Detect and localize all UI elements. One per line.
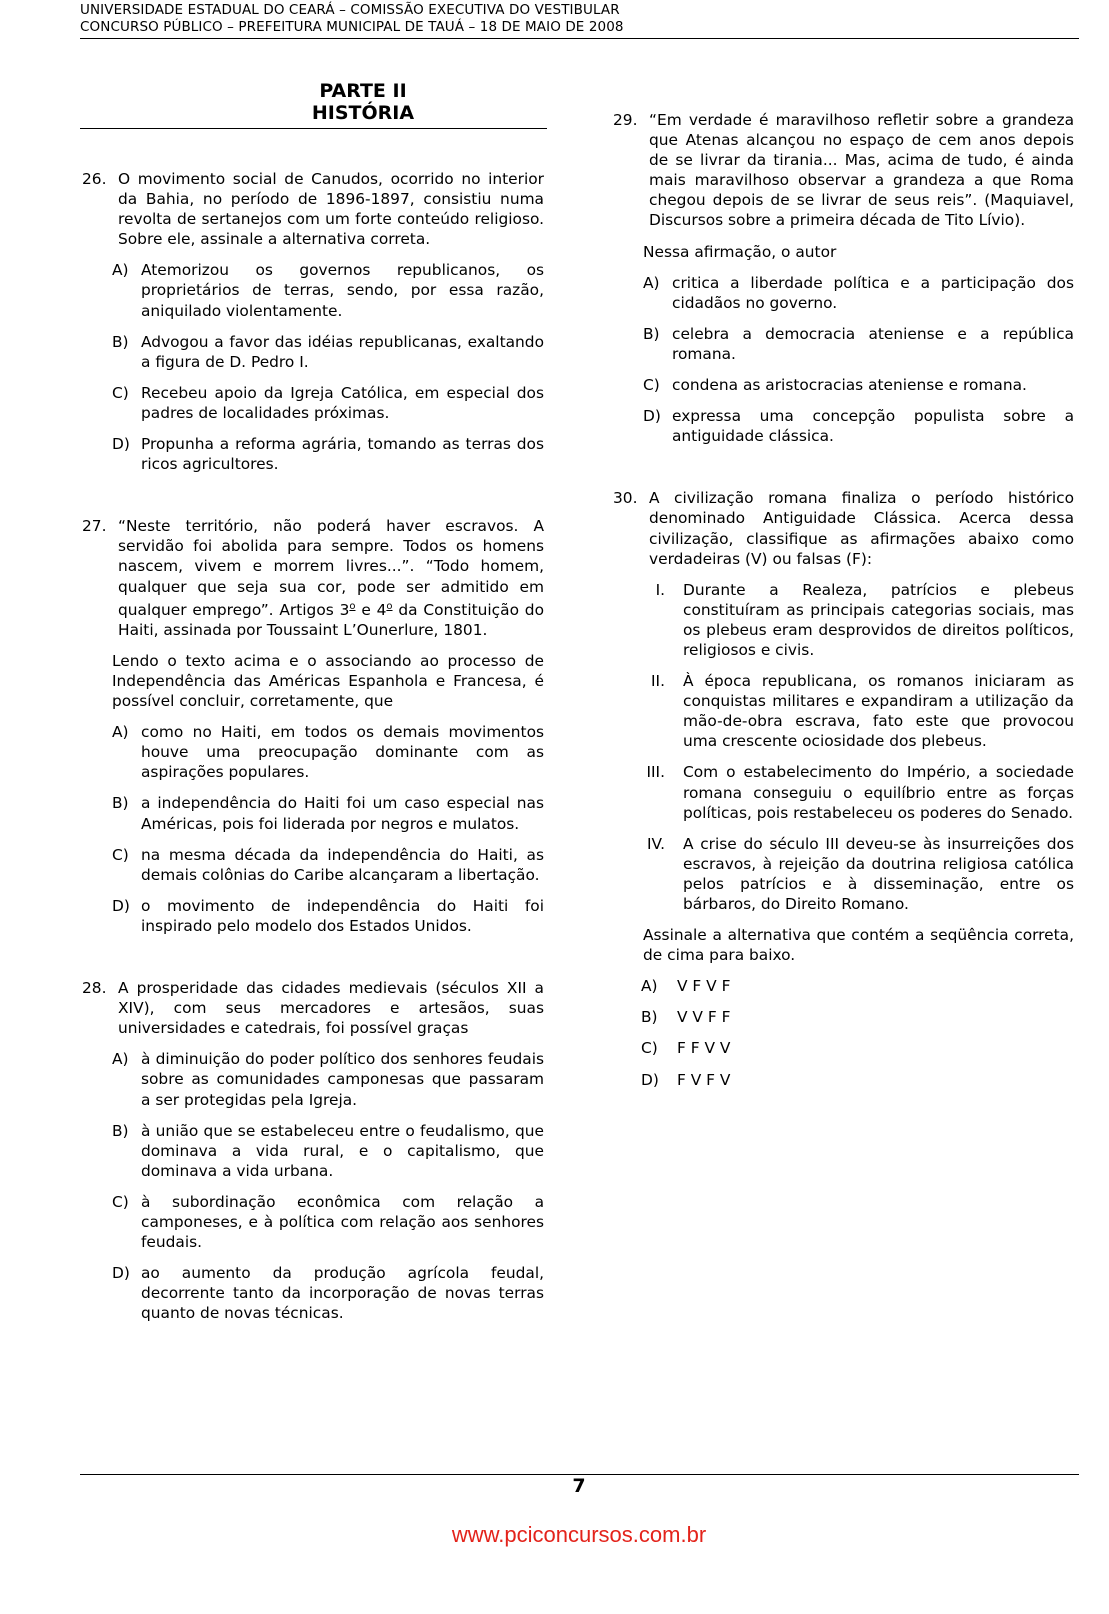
option-text: à diminuição do poder político dos senhores feudais sobre as comunidades camponesas que passaram a ser protegidas pela Igreja. xyxy=(141,1050,544,1109)
statement-item xyxy=(613,671,1074,751)
page-number: 7 xyxy=(572,1475,586,1497)
answer-option[interactable] xyxy=(82,1263,544,1323)
answer-option[interactable] xyxy=(82,332,544,372)
answer-option[interactable] xyxy=(82,793,544,833)
option-letter: B) xyxy=(112,1121,129,1140)
answer-option[interactable] xyxy=(613,1038,1074,1058)
section-divider xyxy=(80,128,547,129)
answer-option[interactable] xyxy=(82,383,544,423)
option-text: expressa uma concepção populista sobre a antiguidade clássica. xyxy=(672,407,1074,446)
answer-option[interactable] xyxy=(613,375,1074,395)
answer-option[interactable] xyxy=(82,434,544,474)
option-letter: A) xyxy=(641,977,658,996)
option-text: Recebeu apoio da Igreja Católica, em especial dos padres de localidades próximas. xyxy=(141,383,544,422)
subject-label: HISTÓRIA xyxy=(311,102,415,124)
answer-option[interactable] xyxy=(82,1121,544,1181)
answer-option[interactable] xyxy=(82,260,544,320)
option-letter: C) xyxy=(112,1192,129,1211)
option-letter: A) xyxy=(112,723,129,742)
statement-text: Com o estabelecimento do Império, a sociedade romana conseguiu o equilíbrio entre as forças políticas, pois restabeleceu os poderes do Senado. xyxy=(683,763,1074,822)
statement-item xyxy=(613,580,1074,660)
question-number: 28. xyxy=(82,979,107,998)
statement-text: Durante a Realeza, patrícios e plebeus constituíram as principais categorias sociais, mas os plebeus eram desprovidos de direitos políticos, religiosos e civis. xyxy=(683,580,1074,659)
option-letter: D) xyxy=(112,1264,130,1283)
statement-item xyxy=(613,834,1074,914)
answer-option[interactable] xyxy=(613,976,1074,996)
statement-text: À época republicana, os romanos iniciaram as conquistas militares e expandiram a utilização da mão-de-obra escrava, fato este que provocou uma crescente ociosidade dos plebeus. xyxy=(683,672,1074,751)
part-label: PARTE II xyxy=(319,80,407,102)
question-text: O movimento social de Canudos, ocorrido no interior da Bahia, no período de 1896-1897, consistiu numa revolta de sertanejos com um forte conteúdo religioso. Sobre ele, assinale a alternativa correta. xyxy=(118,170,544,249)
option-letter: A) xyxy=(643,273,660,292)
option-letter: D) xyxy=(112,435,130,454)
statement-number: III. xyxy=(646,763,665,782)
question-27 xyxy=(82,516,544,640)
option-text: critica a liberdade política e a participação dos cidadãos no governo. xyxy=(672,273,1074,312)
option-letter: D) xyxy=(643,407,661,426)
question-number: 29. xyxy=(613,111,638,129)
option-letter: C) xyxy=(643,376,660,395)
section-title xyxy=(82,80,544,124)
header-divider xyxy=(80,38,1079,39)
answer-option[interactable] xyxy=(82,1049,544,1109)
option-letter: A) xyxy=(112,261,129,280)
question-text: A prosperidade das cidades medievais (séculos XII a XIV), com seus mercadores e artesãos, suas universidades e catedrais, foi possível graças xyxy=(118,979,544,1038)
answer-option[interactable] xyxy=(82,722,544,782)
option-text: como no Haiti, em todos os demais movimentos houve uma preocupação dominante com as aspirações populares. xyxy=(141,723,544,782)
option-text: F F V V xyxy=(677,1039,731,1058)
statement-number: II. xyxy=(651,672,665,691)
option-letter: D) xyxy=(112,896,130,915)
question-28 xyxy=(82,978,544,1038)
option-text: à união que se estabeleceu entre o feudalismo, que dominava a vida rural, e o capitalismo, que dominava a vida urbana. xyxy=(141,1121,544,1180)
question-number: 26. xyxy=(82,170,107,188)
header-institution: UNIVERSIDADE ESTADUAL DO CEARÁ – COMISSÃO EXECUTIVA DO VESTIBULAR xyxy=(80,2,620,18)
option-text: celebra a democracia ateniense e a república romana. xyxy=(672,324,1074,363)
option-letter: A) xyxy=(112,1050,129,1069)
question-26 xyxy=(82,169,544,249)
option-letter: C) xyxy=(641,1039,658,1058)
answer-option[interactable] xyxy=(613,406,1074,446)
option-text: V F V F xyxy=(677,977,731,996)
option-letter: B) xyxy=(643,324,660,343)
option-text: V V F F xyxy=(677,1008,731,1027)
statement-item xyxy=(613,762,1074,822)
option-text: Propunha a reforma agrária, tomando as terras dos ricos agricultores. xyxy=(141,435,544,474)
option-letter: B) xyxy=(112,794,129,813)
question-quote: “Em verdade é maravilhoso refletir sobre a grandeza que Atenas alcançou no espaço de cem anos depois de se livrar da tirania... Mas, acima de tudo, é ainda mais maravilhoso observar a grandeza a que Roma chegou depois de se livrar de seus reis”. (Maquiavel, Discursos sobre a primeira década de Tito Lívio). xyxy=(649,111,1074,230)
option-text: condena as aristocracias ateniense e romana. xyxy=(672,376,1027,395)
answer-option[interactable] xyxy=(82,1192,544,1252)
option-text: Advogou a favor das idéias republicanas, exaltando a figura de D. Pedro I. xyxy=(141,332,544,371)
page-header xyxy=(80,2,624,36)
statement-number: IV. xyxy=(647,834,665,853)
question-prompt: Lendo o texto acima e o associando ao processo de Independência das Américas Espanhola e Francesa, é possível concluir, corretamente, que xyxy=(112,651,544,711)
option-text: Atemorizou os governos republicanos, os proprietários de terras, sendo, por essa razão, aniquilado violentamente. xyxy=(141,261,544,320)
option-text: ao aumento da produção agrícola feudal, decorrente tanto da incorporação de novas terras quanto de novas técnicas. xyxy=(141,1264,544,1323)
answer-option[interactable] xyxy=(613,324,1074,364)
option-text: o movimento de independência do Haiti foi inspirado pelo modelo dos Estados Unidos. xyxy=(141,896,544,935)
statement-number: I. xyxy=(655,580,665,599)
statement-text: A crise do século III deveu-se às insurreições dos escravos, à rejeição da doutrina religiosa católica pelos patrícios e à disseminação, entre os bárbaros, do Direito Romano. xyxy=(683,834,1074,913)
option-letter: C) xyxy=(112,383,129,402)
question-prompt: Nessa afirmação, o autor xyxy=(643,242,837,261)
left-column xyxy=(82,80,544,1323)
right-column xyxy=(613,110,1074,1090)
header-exam: CONCURSO PÚBLICO – PREFEITURA MUNICIPAL DE TAUÁ – 18 DE MAIO DE 2008 xyxy=(80,19,624,35)
option-text: F V F V xyxy=(677,1070,731,1089)
answer-option[interactable] xyxy=(613,273,1074,313)
option-letter: C) xyxy=(112,845,129,864)
option-text: a independência do Haiti foi um caso especial nas Américas, pois foi liderada por negros e mulatos. xyxy=(141,794,544,833)
option-text: à subordinação econômica com relação a camponeses, e à política com relação aos senhores feudais. xyxy=(141,1192,544,1252)
question-number: 27. xyxy=(82,517,107,536)
question-30 xyxy=(613,488,1074,568)
question-prompt: Assinale a alternativa que contém a seqüência correta, de cima para baixo. xyxy=(643,926,1074,965)
question-quote: “Neste território, não poderá haver escravos. A servidão foi abolida para sempre. Todos os homens nascem, vivem e morrem livres...”. “Todo homem, qualquer que seja sua cor, pode ser admitido em qualquer emprego”. Artigos 3$^o$ e 4$^o$ da Constituição do Haiti, assinada por Toussaint L’Ounerlure, 1801. xyxy=(118,517,544,639)
answer-option[interactable] xyxy=(82,896,544,936)
website-link[interactable]: www.pciconcursos.com.br xyxy=(451,1522,707,1547)
answer-option[interactable] xyxy=(613,1007,1074,1027)
option-letter: B) xyxy=(641,1008,658,1027)
question-text: A civilização romana finaliza o período histórico denominado Antiguidade Clássica. Acerca dessa civilização, classifique as afirmações abaixo como verdadeiras (V) ou falsas (F): xyxy=(649,489,1074,568)
question-number: 30. xyxy=(613,489,638,508)
answer-option[interactable] xyxy=(82,845,544,885)
option-text: na mesma década da independência do Haiti, as demais colônias do Caribe alcançaram a libertação. xyxy=(141,845,544,884)
option-letter: D) xyxy=(641,1070,659,1089)
question-29 xyxy=(613,110,1074,231)
option-letter: B) xyxy=(112,332,129,351)
answer-option[interactable] xyxy=(613,1070,1074,1090)
